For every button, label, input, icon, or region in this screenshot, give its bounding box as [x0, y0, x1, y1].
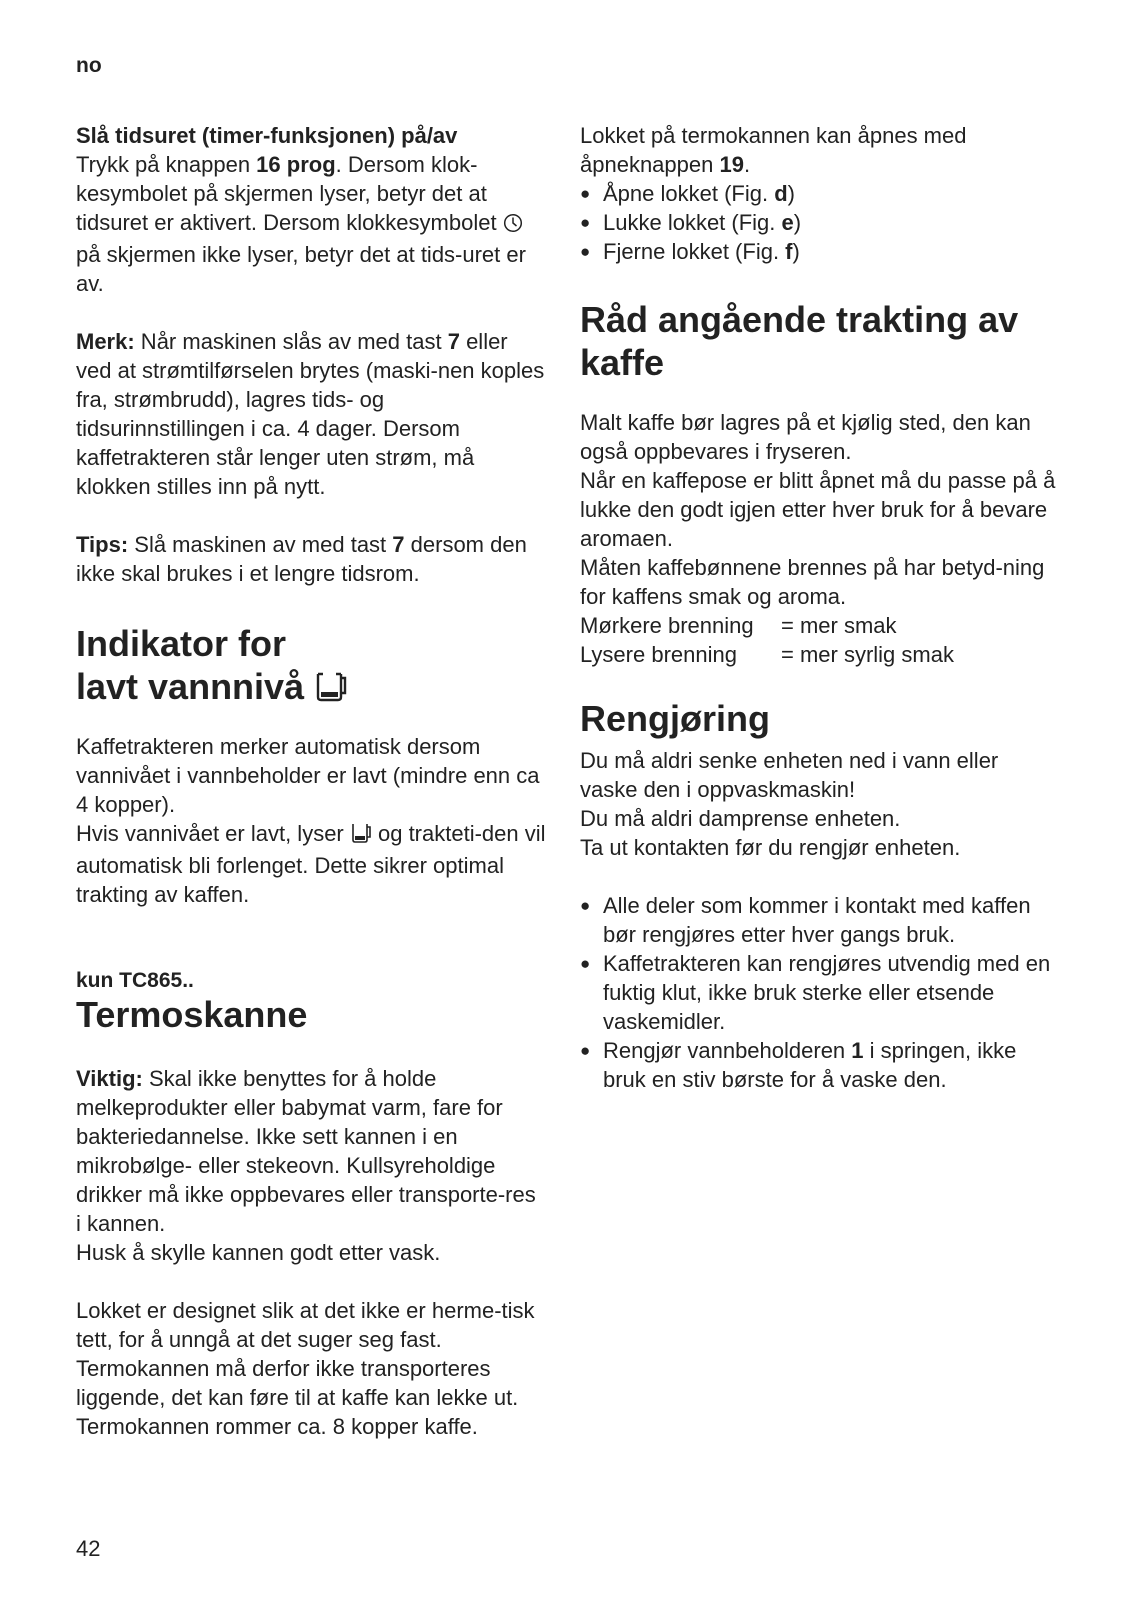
- page-number: 42: [76, 1536, 101, 1561]
- advice-heading: Råd angående trakting av kaffe: [580, 299, 1019, 383]
- advice-text-3: Måten kaffebønnene brennes på har betyd-ning for kaffens smak og aroma.: [580, 555, 1045, 609]
- list-item: ● Fjerne lokket (Fig. f): [580, 239, 800, 264]
- advice-text-1: Malt kaffe bør lagres på et kjølig sted, den kan også oppbevares i fryseren.: [580, 410, 1031, 464]
- husk-note: Husk å skylle kannen godt etter vask.: [76, 1240, 441, 1265]
- list-item: ● Lukke lokket (Fig. e): [580, 210, 802, 235]
- language-code: no: [76, 54, 102, 77]
- list-item: ● Alle deler som kommer i kontakt med kaffen bør rengjøres etter hver gangs bruk.: [580, 893, 1031, 947]
- merk-note: Merk: Når maskinen slås av med tast 7 eller ved at strømtilførselen brytes (maski-nen koples fra, strømbrudd), lagres tids- og tidsurinnstillingen i ca. 4 dager. Dersom kaffetrakteren står lenger uten strøm, må klokken stilles inn på nytt.: [76, 329, 545, 499]
- tips-note: Tips: Slå maskinen av med tast 7 dersom den ikke skal brukes i et lengre tidsrom.: [76, 532, 527, 586]
- left-column: [76, 121, 546, 1441]
- roast-light-row: Lysere brenning = mer syrlig smak: [580, 642, 954, 667]
- list-item: ● Rengjør vannbeholderen 1 i springen, ikke bruk en stiv børste for å vaske den.: [580, 1038, 1017, 1092]
- model-note: kun TC865..: [76, 969, 194, 992]
- right-column: [580, 121, 1060, 1094]
- water-level-text-1: Kaffetrakteren merker automatisk dersom vannivået i vannbeholder er lavt (mindre enn ca 4 kopper).: [76, 734, 540, 817]
- cleaning-text-2: Du må aldri damprense enheten.: [580, 806, 901, 831]
- water-level-text-2: Hvis vannivået er lavt, lyser og trakteti-den vil automatisk bli forlenget. Dette sikrer optimal trakting av kaffen.: [76, 821, 546, 907]
- lid-open-text: Lokket på termokannen kan åpnes med åpneknappen 19.: [580, 123, 967, 177]
- lid-design-text: Lokket er designet slik at det ikke er herme-tisk tett, for å unngå at det suger seg fast. Termokannen må derfor ikke transporteres liggende, det kan føre til at kaffe kan lekke ut. Termokannen rommer ca. 8 kopper kaffe.: [76, 1298, 535, 1439]
- cleaning-text-1: Du må aldri senke enheten ned i vann eller vaske den i oppvaskmaskin!: [580, 748, 999, 802]
- viktig-note: Viktig: Skal ikke benyttes for å holde melkeprodukter eller babymat varm, fare for bakteriedannelse. Ikke sett kannen i en mikrobølge- eller stekeovn. Kullsyreholdige drikker må ikke oppbevares eller transporte-res i kannen.: [76, 1066, 536, 1236]
- water-tank-icon-small: [350, 822, 372, 851]
- list-item: ● Kaffetrakteren kan rengjøres utvendig med en fuktig klut, ikke bruk sterke eller etsende vaskemidler.: [580, 951, 1051, 1034]
- water-level-heading: Indikator for lavt vannnivå: [76, 622, 546, 712]
- roast-dark-row: Mørkere brenning = mer smak: [580, 613, 897, 638]
- clock-icon: [503, 211, 523, 240]
- timer-heading: Slå tidsuret (timer-funksjonen) på/av: [76, 123, 458, 148]
- lid-list: [580, 179, 1060, 266]
- cleaning-list: [580, 891, 1060, 1094]
- cleaning-heading: Rengjøring: [580, 698, 770, 739]
- advice-text-2: Når en kaffepose er blitt åpnet må du passe på å lukke den godt igjen etter hver bruk for å bevare aromaen.: [580, 468, 1056, 551]
- list-item: ● Åpne lokket (Fig. d): [580, 181, 795, 206]
- cleaning-text-3: Ta ut kontakten før du rengjør enheten.: [580, 835, 961, 860]
- thermo-heading: Termoskanne: [76, 994, 308, 1035]
- water-tank-icon: [314, 669, 348, 712]
- timer-text: Trykk på knappen 16 prog. Dersom klok-kesymbolet på skjermen lyser, betyr det at tidsuret er aktivert. Dersom klokkesymbolet på skjermen ikke lyser, betyr det at tids-uret er av.: [76, 152, 526, 296]
